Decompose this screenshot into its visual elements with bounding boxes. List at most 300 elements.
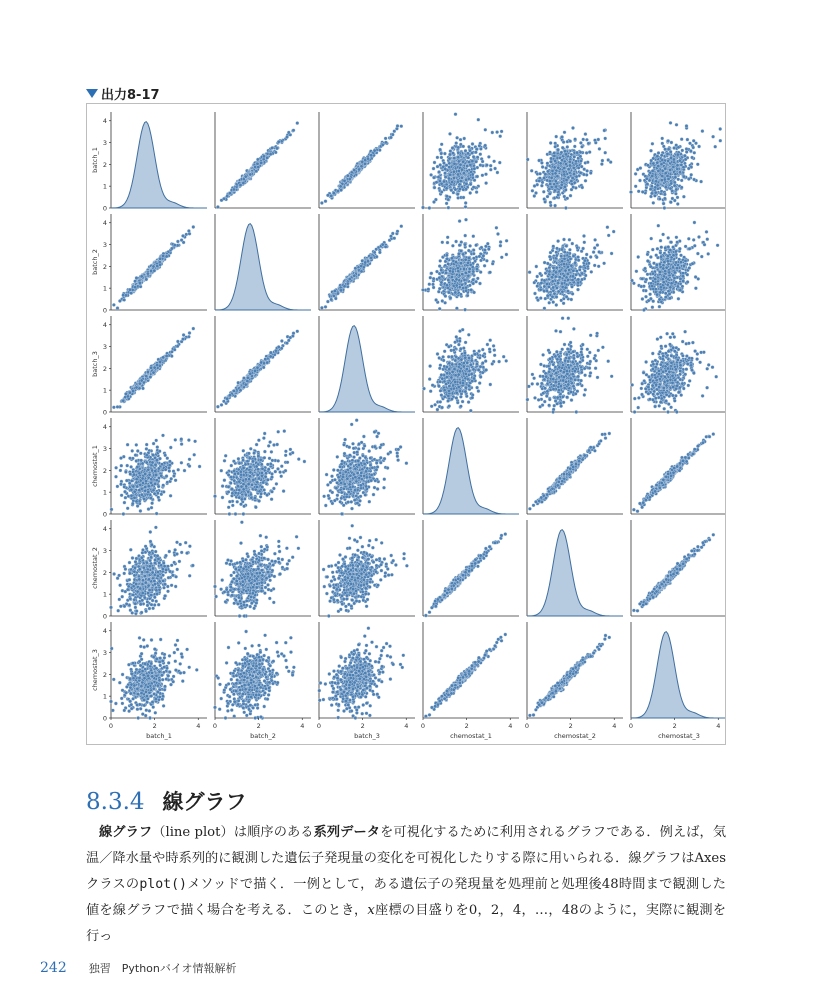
scatter-point [645,177,648,180]
scatter-point [588,150,591,153]
scatter-point [592,250,595,253]
scatter-point [711,135,714,138]
scatter-point [544,173,547,176]
scatter-point [678,159,681,162]
scatter-point [339,289,342,292]
scatter-point [452,176,455,179]
scatter-point [320,306,323,309]
scatter-point [478,282,481,285]
scatter-point [271,146,274,149]
scatter-point [689,149,692,152]
scatter-point [445,254,448,257]
scatter-point [496,232,499,235]
scatter-point [437,290,440,293]
scatter-point [558,276,561,279]
scatter-point [440,281,443,284]
scatter-point [320,201,323,204]
scatter-point [451,244,454,247]
scatter-point [447,198,450,201]
scatter-point [670,182,673,185]
scatter-point [375,255,378,258]
scatter-point [482,254,485,257]
scatter-point [459,179,462,182]
scatter-point [560,135,563,138]
scatter-point [158,257,161,260]
scatter-point [560,183,563,186]
scatter-point [675,188,678,191]
scatter-point [531,189,534,192]
scatter-point [432,167,435,170]
scatter-point [479,147,482,150]
scatter-point [634,172,637,175]
scatter-point [570,179,573,182]
scatter-point [693,221,696,224]
scatter-point [569,257,572,260]
scatter-point [568,268,571,271]
scatter-point [484,128,487,131]
scatter-point [336,292,339,295]
scatter-point [400,125,403,128]
scatter-point [571,126,574,129]
scatter-point [487,247,490,250]
scatter-point [468,160,471,163]
scatter-point [339,185,342,188]
scatter-point [370,256,373,259]
scatter-point [474,244,477,247]
scatter-point [462,172,465,175]
scatter-point [577,281,580,284]
scatter-point [571,242,574,245]
scatter-point [655,180,658,183]
scatter-point [585,253,588,256]
scatter-point [462,188,465,191]
scatter-point [577,166,580,169]
scatter-point [470,288,473,291]
scatter-point [546,195,549,198]
scatter-point [649,255,652,258]
scatter-point [389,136,392,139]
scatter-point [432,277,435,280]
scatter-point [431,283,434,286]
scatter-point [450,180,453,183]
scatter-point [133,280,136,283]
scatter-point [580,278,583,281]
scatter-point [444,294,447,297]
scatter-point [481,174,484,177]
scatter-point [484,181,487,184]
scatter-point [675,236,678,239]
scatter-point [474,160,477,163]
scatter-point [552,245,555,248]
scatter-point [555,295,558,298]
scatter-point [446,241,449,244]
scatter-point [657,164,660,167]
scatter-point [666,152,669,155]
scatter-point [138,281,141,284]
scatter-point [577,278,580,281]
scatter-point [570,264,573,267]
scatter-point [707,252,710,255]
scatter-point [460,176,463,179]
subplot-batch_2-vs-chemostat_2 [527,214,623,310]
scatter-point [266,156,269,159]
scatter-point [324,200,327,203]
scatter-point [551,169,554,172]
scatter-point [676,153,679,156]
scatter-point [445,202,448,205]
scatter-point [646,273,649,276]
scatter-point [505,239,508,242]
scatter-point [364,261,367,264]
scatter-point [682,195,685,198]
scatter-point [454,240,457,243]
scatter-point [554,271,557,274]
scatter-point [440,143,443,146]
scatter-point [649,188,652,191]
scatter-point [477,118,480,121]
scatter-point [454,260,457,263]
scatter-point [555,254,558,257]
scatter-point [389,235,392,238]
scatter-point [577,259,580,262]
scatter-point [557,193,560,196]
scatter-point [597,265,600,268]
scatter-point [462,267,465,270]
scatter-point [545,282,548,285]
subplot-batch_2-vs-chemostat_3 [630,214,725,312]
scatter-point [453,162,456,165]
scatter-point [489,164,492,167]
scatter-point [669,121,672,124]
scatter-point [597,250,600,253]
scatter-point [569,140,572,143]
scatter-point [484,173,487,176]
scatter-point [649,265,652,268]
y-tick-label: 0 [102,204,107,213]
scatter-point [464,234,467,237]
scatter-point [353,274,356,277]
scatter-point [466,294,469,297]
scatter-point [436,156,439,159]
scatter-point [555,247,558,250]
scatter-point [499,240,502,243]
scatter-point [582,173,585,176]
scatter-point [646,164,649,167]
scatter-point [554,180,557,183]
scatter-point [256,162,259,165]
scatter-point [564,162,567,165]
scatter-point [432,200,435,203]
scatter-point [135,276,138,279]
scatter-point [583,241,586,244]
scatter-point [680,179,683,182]
scatter-point [584,179,587,182]
scatter-point [353,169,356,172]
scatter-point [612,230,615,233]
scatter-point [468,284,471,287]
scatter-point [274,151,277,154]
scatter-point [559,162,562,165]
scatter-point [462,196,465,199]
scatter-point [287,131,290,134]
scatter-point [456,267,459,270]
scatter-point [192,225,195,228]
scatter-point [357,168,360,171]
scatter-point [603,129,606,132]
scatter-point [580,165,583,168]
scatter-point [448,132,451,135]
scatter-point [595,256,598,259]
scatter-point [153,269,156,272]
scatter-point [673,181,676,184]
scatter-point [467,156,470,159]
scatter-point [536,298,539,301]
scatter-point [437,175,440,178]
scatter-point [533,292,536,295]
scatter-point [428,206,431,209]
y-tick-label: 1 [102,182,107,191]
scatter-point [472,270,475,273]
scatter-point [479,270,482,273]
subplot-batch_1-vs-batch_2 [215,112,311,209]
scatter-point [463,243,466,246]
scatter-point [585,169,588,172]
scatter-point [330,298,333,301]
kde-curve-batch_1 [111,122,207,208]
scatter-point [600,162,603,165]
subplot-batch_2-vs-batch_1 [91,214,207,315]
scatter-point [455,284,458,287]
scatter-point [563,173,566,176]
scatter-point [181,234,184,237]
scatter-point [590,270,593,273]
scatter-point [593,139,596,142]
scatter-point [440,152,443,155]
scatter-point [662,202,665,205]
scatter-point [555,303,558,306]
scatter-point [452,170,455,173]
scatter-point [228,192,231,195]
scatter-point [587,142,590,145]
scatter-point [579,151,582,154]
scatter-point [574,261,577,264]
scatter-point [443,171,446,174]
scatter-point [427,288,430,291]
scatter-point [336,189,339,192]
scatter-point [458,219,461,222]
scatter-point [384,137,387,140]
scatter-point [593,238,596,241]
scatter-point [649,195,652,198]
scatter-point [451,270,454,273]
scatter-point [458,244,461,247]
scatter-point [487,155,490,158]
y-tick-label: 2 [102,262,107,271]
scatter-point [564,153,567,156]
scatter-point [467,256,470,259]
scatter-point [551,280,554,283]
scatter-point [370,154,373,157]
scatter-point [686,138,689,141]
scatter-point [663,148,666,151]
scatter-point [543,279,546,282]
scatter-point [555,251,558,254]
scatter-point [657,224,660,227]
scatter-point [476,156,479,159]
scatter-point [346,282,349,285]
scatter-point [541,181,544,184]
scatter-point [447,177,450,180]
scatter-point [548,192,551,195]
scatter-point [536,284,539,287]
scatter-point [564,206,567,209]
scatter-point [488,271,491,274]
scatter-point [561,260,564,263]
scatter-point [671,197,674,200]
scatter-point [364,159,367,162]
scatter-point [459,138,462,141]
scatter-point [152,265,155,268]
scatter-point [462,160,465,163]
scatter-point [559,186,562,189]
scatter-point [548,270,551,273]
scatter-point [277,140,280,143]
scatter-point [360,165,363,168]
scatter-point [486,242,489,245]
scatter-point [447,262,450,265]
scatter-point [464,258,467,261]
scatter-point [663,193,666,196]
scatter-point [483,264,486,267]
scatter-point [182,241,185,244]
scatter-point [485,259,488,262]
scatter-point [540,161,543,164]
output-label-text: 出力8-17 [101,88,160,103]
scatter-point [472,248,475,251]
scatter-point [670,141,673,144]
scatter-point [582,138,585,141]
scatter-point [557,166,560,169]
scatter-point [459,249,462,252]
scatter-point [674,176,677,179]
scatter-point [478,144,481,147]
scatter-point [548,151,551,154]
scatter-point [116,306,119,309]
scatter-point [607,234,610,237]
scatter-point [464,218,467,221]
scatter-point [593,264,596,267]
scatter-point [438,276,441,279]
scatter-point [454,291,457,294]
scatter-point [170,247,173,250]
scatter-point [543,261,546,264]
scatter-point [687,177,690,180]
scatter-point [332,294,335,297]
scatter-point [451,146,454,149]
scatter-point [690,173,693,176]
scatter-point [446,257,449,260]
scatter-point [602,262,605,265]
scatter-point [692,178,695,181]
scatter-point [550,276,553,279]
scatter-point [692,146,695,149]
scatter-point [543,307,546,310]
scatter-point [572,172,575,175]
scatter-point [552,300,555,303]
scatter-point [542,190,545,193]
scatter-point [457,151,460,154]
subplot-batch_1-vs-chemostat_3 [629,112,725,210]
scatter-point [485,163,488,166]
scatter-point [639,166,642,169]
scatter-point [421,288,424,291]
scatter-point [438,307,441,310]
scatter-point [454,188,457,191]
scatter-point [457,146,460,149]
scatter-point [634,185,637,188]
scatter-point [563,150,566,153]
scatter-point [680,186,683,189]
scatter-point [556,239,559,242]
scatter-point [472,235,475,238]
scatter-point [474,151,477,154]
scatter-point [563,195,566,198]
scatter-point [428,283,431,286]
scatter-point [563,131,566,134]
scatter-point [549,141,552,144]
scatter-point [483,248,486,251]
scatter-point [571,176,574,179]
scatter-point [457,169,460,172]
scatter-point [550,176,553,179]
subplot-batch_1-vs-chemostat_2 [526,112,623,210]
scatter-point [384,141,387,144]
scatter-point [570,298,573,301]
scatter-point [275,147,278,150]
scatter-point [533,281,536,284]
scatter-point [656,184,659,187]
scatter-point [685,124,688,127]
scatter-point [430,272,433,275]
scatter-point [562,302,565,305]
scatter-point [537,159,540,162]
scatter-point [562,140,565,143]
scatter-point [134,286,137,289]
scatter-point [447,278,450,281]
scatter-point [635,270,638,273]
scatter-point [469,191,472,194]
scatter-point [579,155,582,158]
scatter-point [571,278,574,281]
scatter-point [560,299,563,302]
scatter-point [663,178,666,181]
scatter-point [574,273,577,276]
scatter-point [442,180,445,183]
scatter-point [226,195,229,198]
scatter-point [677,146,680,149]
scatter-point [576,246,579,249]
scatter-point [584,132,587,135]
scatter-point [373,149,376,152]
scatter-point [339,188,342,191]
scatter-point [396,124,399,127]
scatter-point [564,286,567,289]
scatter-point [578,268,581,271]
scatter-point [572,166,575,169]
scatter-point [457,252,460,255]
scatter-point [435,181,438,184]
scatter-point [601,159,604,162]
